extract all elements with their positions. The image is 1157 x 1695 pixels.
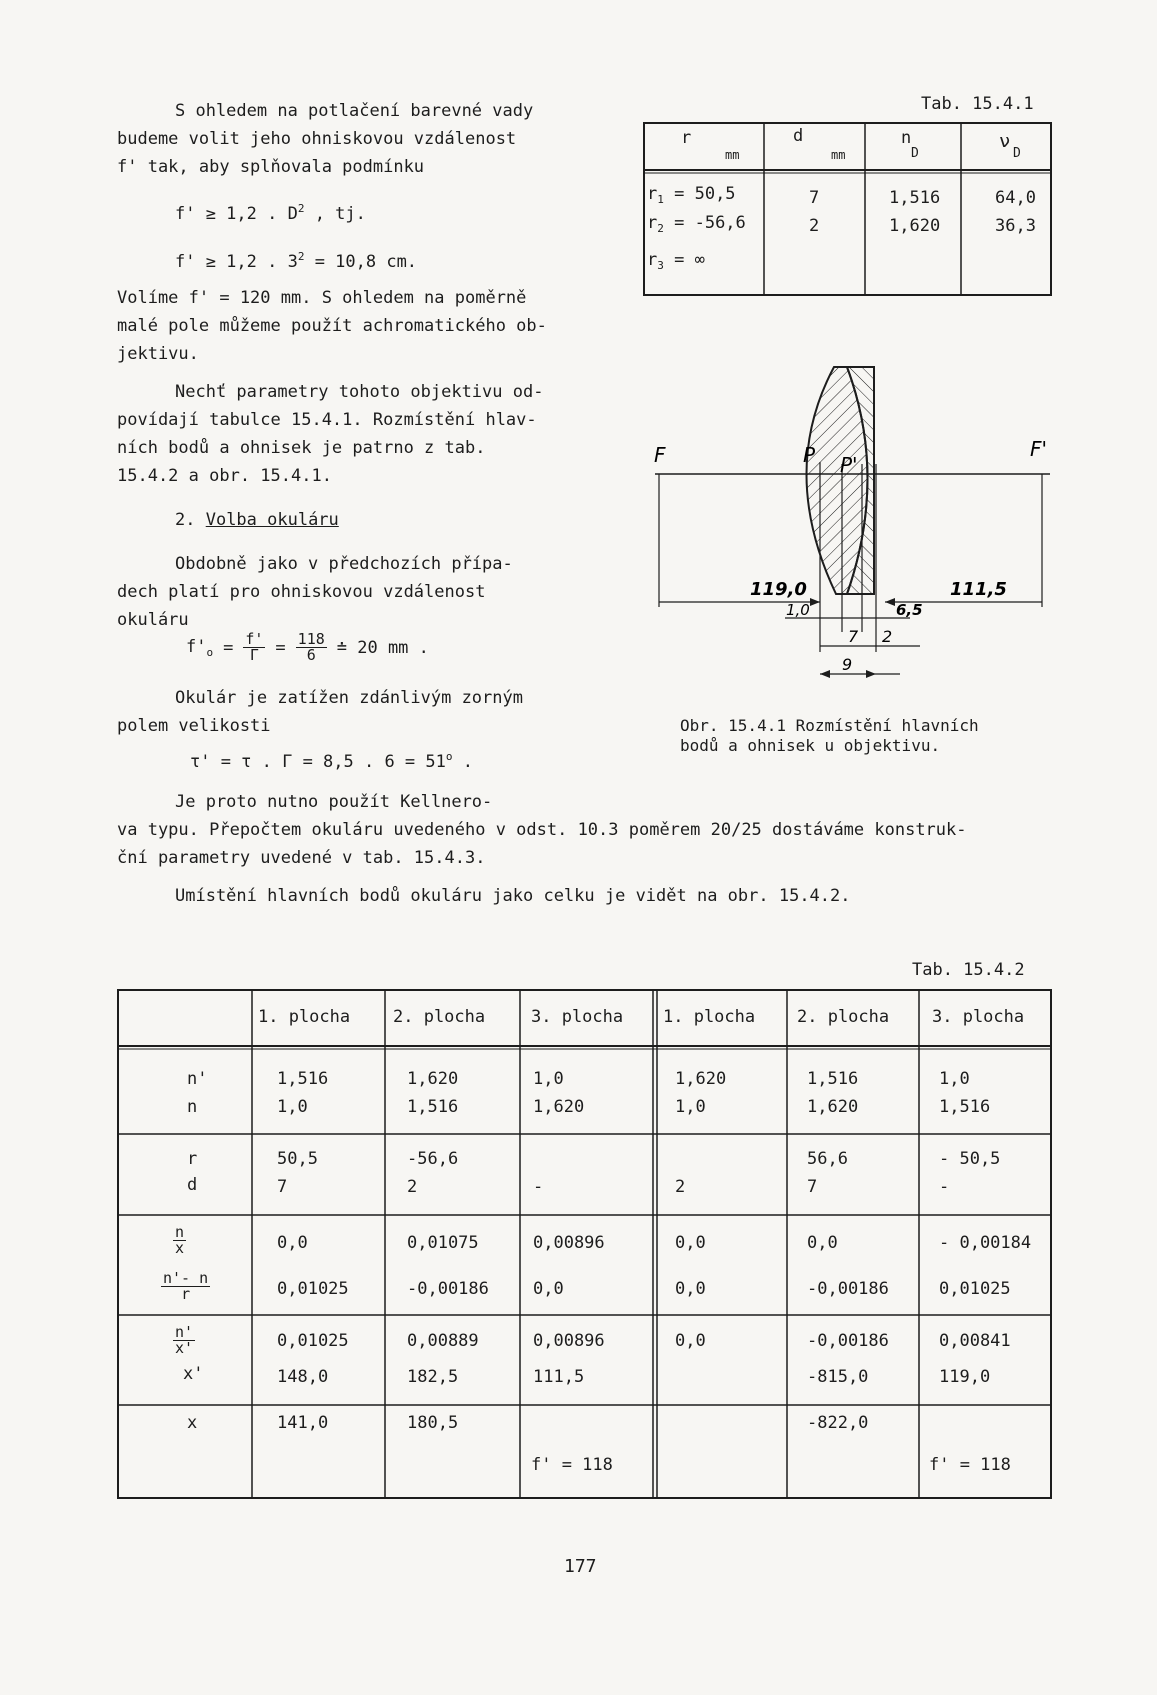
cell-n-over-x-col-4: 0,0: [675, 1233, 706, 1253]
dim-left: 119,0: [750, 579, 807, 600]
cell-np-over-xp-col-1: 0,01025: [277, 1331, 349, 1351]
table1-header-r: r: [681, 128, 692, 148]
intro-line-3: f' tak, aby splňovala podmínku: [117, 157, 425, 177]
kellner-line-1: Je proto nutno použít Kellnero-: [175, 792, 493, 812]
cell-x-prime-col-3: 111,5: [533, 1367, 585, 1387]
cell-d-col-2: 2: [407, 1177, 418, 1197]
params-paragraph: [117, 378, 543, 490]
cell-nn-over-r-col-4: 0,0: [675, 1279, 706, 1299]
label-n-over-x: $\frac{n}{x}$: [175, 1223, 185, 1257]
table1-r2: $r_2 = -56,6$: [647, 213, 746, 235]
cell-nn-over-r-col-2: -0,00186: [407, 1279, 489, 1299]
label-r: r: [187, 1149, 198, 1169]
intro-paragraph: [117, 97, 533, 181]
header-col-3: 3. plocha: [531, 1007, 624, 1027]
choose-line-2: malé pole můžeme použít achromatického ob-: [117, 316, 547, 336]
table1-header-v-sub: D: [1013, 146, 1021, 161]
table1-header-n-sub: D: [911, 146, 919, 161]
params-line-2: povídají tabulce 15.4.1. Rozmístění hlav-: [117, 410, 537, 430]
choose-line-1: Volíme f' = 120 mm. S ohledem na poměrně: [117, 288, 527, 308]
table1-header-v: ν: [999, 130, 1011, 152]
label-n: n: [187, 1097, 198, 1117]
caption-line-2: bodů a ohnisek u objektivu.: [680, 736, 941, 755]
f-prime-right: f' = 118: [929, 1455, 1011, 1475]
cell-x-prime-col-6: 119,0: [939, 1367, 991, 1387]
section-heading: 2. Volba okuláru: [175, 510, 339, 530]
lens-diagram: [640, 362, 1060, 692]
intro-line-1: S ohledem na potlačení barevné vady: [175, 101, 534, 121]
field-paragraph: [117, 684, 523, 740]
cell-np-over-xp-col-4: 0,0: [675, 1331, 706, 1351]
table1-r1: $r_1 = 50,5$: [647, 184, 736, 206]
label-P-prime: P': [840, 453, 858, 477]
cell-nn-over-r-col-3: 0,0: [533, 1279, 564, 1299]
label-np-over-xp: $\frac{n'}{x'}$: [175, 1323, 194, 1357]
params-line-3: ních bodů a ohnisek je patrno z tab.: [117, 438, 486, 458]
field-formula: τ' = τ . Γ = 8,5 . $6 = 51^o$ .: [190, 750, 473, 772]
similarly-line-2: dech platí pro ohniskovou vzdálenost: [117, 582, 486, 602]
cell-nn-over-r-col-5: -0,00186: [807, 1279, 889, 1299]
cell-n-over-x-col-3: 0,00896: [533, 1233, 605, 1253]
cell-n-col-6: 1,516: [939, 1097, 991, 1117]
cell-x-col-1: 141,0: [277, 1413, 329, 1433]
f-prime-left: f' = 118: [531, 1455, 613, 1475]
dim-7: 7: [848, 627, 859, 646]
dim-right: 111,5: [950, 579, 1007, 600]
formula-condition: f' ≥ 1,2 . $D^2$ , tj.: [175, 202, 366, 224]
kellner-paragraph: [117, 788, 967, 872]
cell-n-col-4: 1,0: [675, 1097, 706, 1117]
label-F-prime: F': [1030, 437, 1048, 461]
cell-n-over-x-col-5: 0,0: [807, 1233, 838, 1253]
cell-n-prime-col-5: 1,516: [807, 1069, 859, 1089]
caption-line-1: Obr. 15.4.1 Rozmístění hlavních: [680, 716, 979, 735]
table1-header-n: n: [901, 128, 912, 148]
similarly-paragraph: [117, 550, 513, 634]
label-P: P: [803, 443, 816, 467]
cell-np-over-xp-col-2: 0,00889: [407, 1331, 479, 1351]
header-col-6: 3. plocha: [932, 1007, 1025, 1027]
table1-header-d: d: [793, 126, 804, 146]
kellner-line-3: ční parametry uvedené v tab. 15.4.3.: [117, 848, 486, 868]
field-line-1: Okulár je zatížen zdánlivým zorným: [175, 688, 523, 708]
table-15-4-1: [643, 122, 1052, 296]
cell-r-col-1: 50,5: [277, 1149, 318, 1169]
choose-line-3: jektivu.: [117, 344, 199, 364]
table1-unit-r: mm: [725, 148, 740, 162]
cell-n-col-1: 1,0: [277, 1097, 308, 1117]
table1-unit-d: mm: [831, 148, 846, 162]
cell-d-col-1: 7: [277, 1177, 288, 1197]
cell-nn-over-r-col-6: 0,01025: [939, 1279, 1011, 1299]
cell-n-prime-col-3: 1,0: [533, 1069, 564, 1089]
cell-n-over-x-col-2: 0,01075: [407, 1233, 479, 1253]
cell-n-prime-col-4: 1,620: [675, 1069, 727, 1089]
cell-n-col-3: 1,620: [533, 1097, 585, 1117]
cell-x-col-2: 180,5: [407, 1413, 459, 1433]
cell-x-prime-col-2: 182,5: [407, 1367, 459, 1387]
cell-n-col-2: 1,516: [407, 1097, 459, 1117]
table1-d2: 2: [809, 216, 820, 236]
header-col-2: 2. plocha: [393, 1007, 486, 1027]
cell-x-col-5: -822,0: [807, 1413, 869, 1433]
cell-n-prime-col-6: 1,0: [939, 1069, 970, 1089]
cell-d-col-5: 7: [807, 1177, 818, 1197]
table-15-4-2: [117, 989, 1052, 1499]
table1-label: Tab. 15.4.1: [921, 94, 1034, 114]
cell-x-prime-col-1: 148,0: [277, 1367, 329, 1387]
table1-d1: 7: [809, 188, 820, 208]
cell-r-col-5: 56,6: [807, 1149, 848, 1169]
label-d: d: [187, 1175, 198, 1195]
figure-caption: [680, 716, 979, 756]
choose-paragraph: [117, 284, 547, 368]
cell-d-col-3: -: [533, 1177, 544, 1197]
label-x: x: [187, 1413, 198, 1433]
table1-v2: 36,3: [995, 216, 1036, 236]
label-n-prime: n': [187, 1069, 208, 1089]
placement-sentence: Umístění hlavních bodů okuláru jako celku je vidět na obr. 15.4.2.: [175, 886, 851, 906]
field-line-2: polem velikosti: [117, 716, 271, 736]
eyepiece-focal-formula: $f'_o$ = $\frac{f'}{\Gamma}$ = $\frac{118}{6}$ ≐ 20 mm .: [186, 630, 429, 664]
table1-n1: 1,516: [889, 188, 941, 208]
dim-6-5: 6,5: [896, 601, 923, 619]
header-col-4: 1. plocha: [663, 1007, 756, 1027]
cell-n-over-x-col-6: - 0,00184: [939, 1233, 1032, 1253]
kellner-line-2: va typu. Přepočtem okuláru uvedeného v odst. 10.3 poměrem 20/25 dostáváme konstruk-: [117, 820, 967, 840]
cell-d-col-6: -: [939, 1177, 950, 1197]
label-F: F: [654, 443, 666, 467]
table1-n2: 1,620: [889, 216, 941, 236]
dim-9: 9: [842, 655, 853, 674]
similarly-line-1: Obdobně jako v předchozích přípa-: [175, 554, 513, 574]
label-nn-over-r: $\frac{n'- n}{r}$: [163, 1269, 209, 1303]
table1-v1: 64,0: [995, 188, 1036, 208]
cell-np-over-xp-col-6: 0,00841: [939, 1331, 1011, 1351]
cell-n-over-x-col-1: 0,0: [277, 1233, 308, 1253]
dim-1-0: 1,0: [786, 601, 810, 619]
page-number: 177: [564, 1556, 597, 1577]
dim-2: 2: [882, 627, 893, 646]
cell-np-over-xp-col-5: -0,00186: [807, 1331, 889, 1351]
cell-n-prime-col-2: 1,620: [407, 1069, 459, 1089]
similarly-line-3: okuláru: [117, 610, 189, 630]
cell-n-col-5: 1,620: [807, 1097, 859, 1117]
label-x-prime: x': [183, 1364, 204, 1384]
header-col-1: 1. plocha: [258, 1007, 351, 1027]
table2-label: Tab. 15.4.2: [912, 960, 1025, 980]
cell-x-prime-col-5: -815,0: [807, 1367, 869, 1387]
header-col-5: 2. plocha: [797, 1007, 890, 1027]
params-line-4: 15.4.2 a obr. 15.4.1.: [117, 466, 332, 486]
cell-nn-over-r-col-1: 0,01025: [277, 1279, 349, 1299]
cell-np-over-xp-col-3: 0,00896: [533, 1331, 605, 1351]
cell-r-col-2: -56,6: [407, 1149, 459, 1169]
cell-n-prime-col-1: 1,516: [277, 1069, 329, 1089]
intro-line-2: budeme volit jeho ohniskovou vzdálenost: [117, 129, 517, 149]
formula-evaluation: f' ≥ 1,2 . $3^2 = 10,8$ cm.: [175, 250, 418, 272]
cell-d-col-4: 2: [675, 1177, 686, 1197]
params-line-1: Nechť parametry tohoto objektivu od-: [175, 382, 544, 402]
cell-r-col-6: - 50,5: [939, 1149, 1001, 1169]
table1-r3: $r_3$ = ∞: [647, 250, 705, 272]
